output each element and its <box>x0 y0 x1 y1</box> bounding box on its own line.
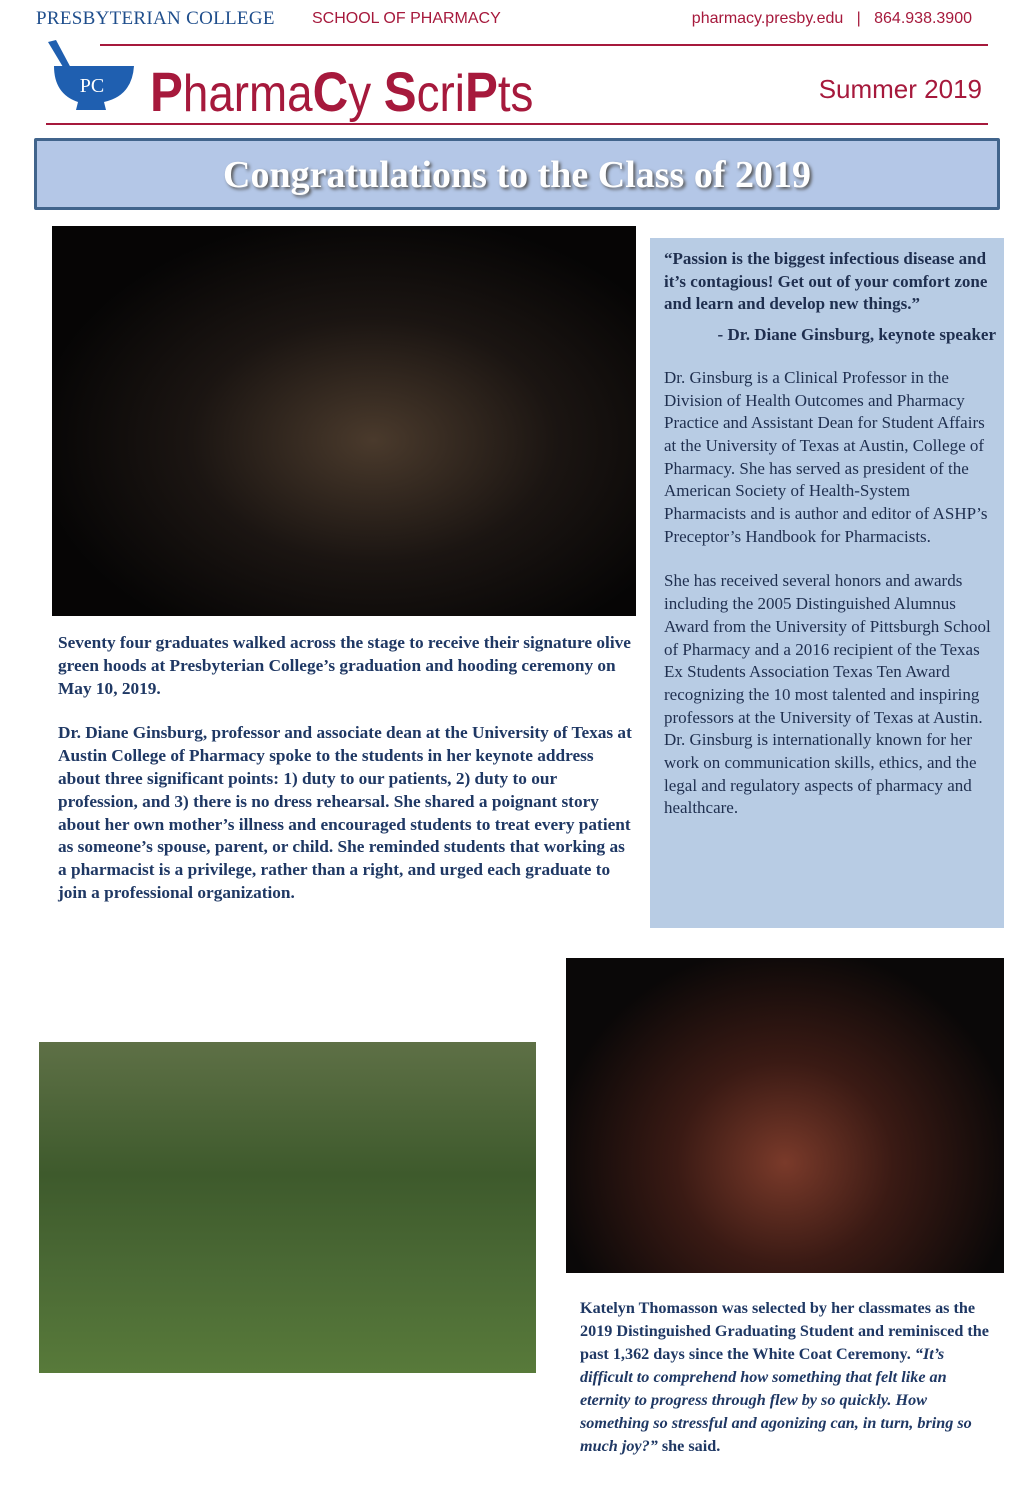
header-rule-top <box>100 44 988 46</box>
website-link[interactable]: pharmacy.presby.edu <box>691 10 844 27</box>
headline: Congratulations to the Class of 2019 <box>223 154 811 196</box>
contact-info <box>692 10 972 28</box>
svg-text:PC: PC <box>79 75 105 97</box>
caption-tail: she said. <box>657 1437 721 1455</box>
article-body <box>58 632 633 927</box>
article-paragraph-2: Dr. Diane Ginsburg, professor and associate dean at the University of Texas at Austin College of Pharmacy spoke to the students in her keynote address about three significant points: 1) duty to our patients, 2) duty to our profession, and 3) there is no dress rehearsal. She shared a poignant story about her own mother’s illness and encouraged students to treat every patient as someone’s spouse, parent, or child. She reminded students that working as a pharmacist is a privilege, rather than a right, and urged each graduate to join a professional organization. <box>58 723 632 902</box>
phone-number: 864.938.3900 <box>874 10 972 27</box>
college-name: PRESBYTERIAN COLLEGE <box>36 8 275 29</box>
caption-quote: “It’s difficult to comprehend how something that felt like an eternity to progress through flew by so quickly. How something so stressful and agonizing can, in turn, bring so much joy?” <box>580 1345 972 1455</box>
article-paragraph-1: Seventy four graduates walked across the stage to receive their signature olive green hoods at Presbyterian College’s graduation and hooding ceremony on May 10, 2019. <box>58 633 631 698</box>
quote-attribution: - Dr. Diane Ginsburg, keynote speaker <box>717 325 996 345</box>
issue-date: Summer 2019 <box>818 74 982 104</box>
photo-caption <box>580 1297 1000 1458</box>
bio-paragraph-1: Dr. Ginsburg is a Clinical Professor in the Division of Health Outcomes and Pharmacy Practice and Assistant Dean for Student Affairs at the University of Texas at Austin, College of Pharmacy. She has served as president of the American Society of Health-System Pharmacists and is author and editor of ASHP’s Preceptor’s Handbook for Pharmacists. <box>664 367 988 546</box>
graduate-family-photo <box>39 1042 536 1373</box>
award-presentation-photo <box>566 958 1004 1273</box>
keynote-sidebar <box>650 238 1004 928</box>
newsletter-title: PharmaCy ScriPts <box>150 60 534 123</box>
caption-lead: Katelyn Thomasson was selected by her classmates as the 2019 Distinguished Graduating Student and reminisced the past 1,362 days since the White Coat Ceremony. <box>580 1299 989 1363</box>
keynote-quote: “Passion is the biggest infectious disease and it’s contagious! Get out of your comfort zone and learn and develop new things.” <box>664 249 988 314</box>
school-name: SCHOOL OF PHARMACY <box>312 10 501 27</box>
separator: | <box>856 10 861 27</box>
header-rule-bottom <box>46 123 988 125</box>
hooding-ceremony-photo <box>52 226 636 616</box>
bio-paragraph-2: She has received several honors and awards including the 2005 Distinguished Alumnus Award from the University of Pittsburgh School of Pharmacy and a 2016 recipient of the Texas Ex Students Association Texas Ten Award recognizing the 10 most talented and inspiring professors at the University of Texas at Austin. Dr. Ginsburg is internationally known for her work on communication skills, ethics, and the legal and regulatory aspects of pharmacy and healthcare. <box>664 571 991 818</box>
mortar-pestle-logo-icon <box>42 36 142 112</box>
headline-banner <box>34 138 1000 210</box>
